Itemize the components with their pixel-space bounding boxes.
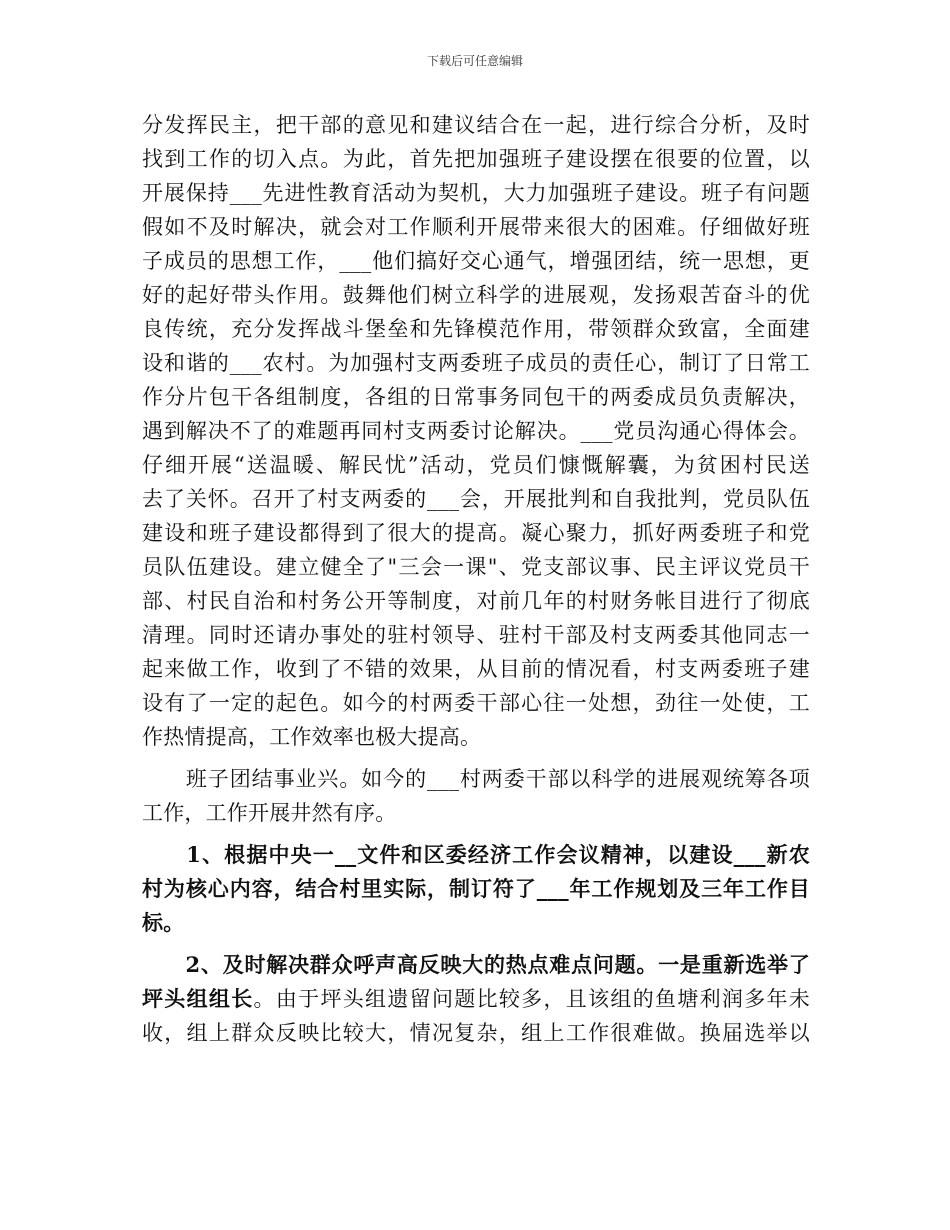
text-segment: 收，组上群众反映比较大，情况复杂，组上工作很难做。换届选举以 [142, 1021, 810, 1045]
document-body [142, 108, 810, 1050]
text-line: 好的起好带头作用。鼓舞他们树立科学的进展观，发扬艰苦奋斗的优 [142, 283, 810, 307]
text-segment: 坪头组组长 [142, 986, 254, 1011]
text-line: 设和谐的___农村。为加强村支两委班子成员的责任心，制订了日常工 [142, 351, 810, 375]
paragraph-2 [142, 762, 810, 830]
text-line: 子成员的思想工作，___他们搞好交心通气，增强团结，统一思想，更 [142, 249, 810, 273]
text-line [142, 948, 810, 982]
text-segment: 。由于坪头组遗留问题比较多，且该组的鱼塘利润多年未 [253, 987, 811, 1011]
text-line [142, 982, 810, 1016]
text-line: 假如不及时解决，就会对工作顺利开展带来很大的困难。仔细做好班 [142, 215, 810, 239]
text-line: 去了关怀。召开了村支两委的___会，开展批判和自我批判，党员队伍 [142, 487, 810, 511]
text-line: 仔细开展“送温暖、解民忧”活动，党员们慷慨解囊，为贫困村民送 [142, 453, 810, 477]
text-line: 起来做工作，收到了不错的效果，从目前的情况看，村支两委班子建 [142, 657, 810, 681]
page-header: 下载后可任意编辑 [426, 54, 523, 68]
text-line: 遇到解决不了的难题再同村支两委讨论解决。___党员沟通心得体会。 [142, 419, 810, 443]
text-line: 设有了一定的起色。如今的村两委干部心往一处想，劲往一处使，工 [142, 691, 810, 715]
text-line: 建设和班子建设都得到了很大的提高。凝心聚力，抓好两委班子和党 [142, 521, 810, 545]
paragraph-gap [142, 754, 810, 762]
text-line: 村为核心内容，结合村里实际，制订符了___年工作规划及三年工作目 [142, 876, 810, 901]
paragraph-gap [142, 830, 810, 838]
text-line: 良传统，充分发挥战斗堡垒和先锋模范作用，带领群众致富，全面建 [142, 317, 810, 341]
text-line: 员队伍建设。建立健全了"三会一课"、党支部议事、民主评议党员干 [142, 555, 810, 579]
text-line: 班子团结事业兴。如今的___村两委干部以科学的进展观统筹各项 [142, 767, 810, 791]
text-line: 工作，工作开展井然有序。 [142, 801, 397, 825]
paragraph-gap [142, 940, 810, 948]
paragraph-4 [142, 948, 810, 1050]
text-line: 找到工作的切入点。为此，首先把加强班子建设摆在很要的位置，以 [142, 147, 810, 171]
paragraph-1 [142, 108, 810, 754]
text-line: 分发挥民主，把干部的意见和建议结合在一起，进行综合分析，及时 [142, 113, 810, 137]
paragraph-3 [142, 838, 810, 940]
text-line: 作分片包干各组制度，各组的日常事务同包干的两委成员负责解决， [142, 385, 810, 409]
text-line: 1、根据中央一__文件和区委经济工作会议精神，以建设___新农 [142, 842, 810, 867]
text-line: 部、村民自治和村务公开等制度，对前几年的村财务帐目进行了彻底 [142, 589, 810, 613]
text-line: 清理。同时还请办事处的驻村领导、驻村干部及村支两委其他同志一 [142, 623, 810, 647]
text-line: 开展保持___先进性教育活动为契机，大力加强班子建设。班子有问题 [142, 181, 810, 205]
text-line: 标。 [142, 910, 185, 935]
text-segment: 2、及时解决群众呼声高反映大的热点难点问题。一是重新选举了 [142, 952, 810, 977]
text-line: 作热情提高，工作效率也极大提高。 [142, 725, 482, 749]
text-line [142, 1016, 810, 1050]
